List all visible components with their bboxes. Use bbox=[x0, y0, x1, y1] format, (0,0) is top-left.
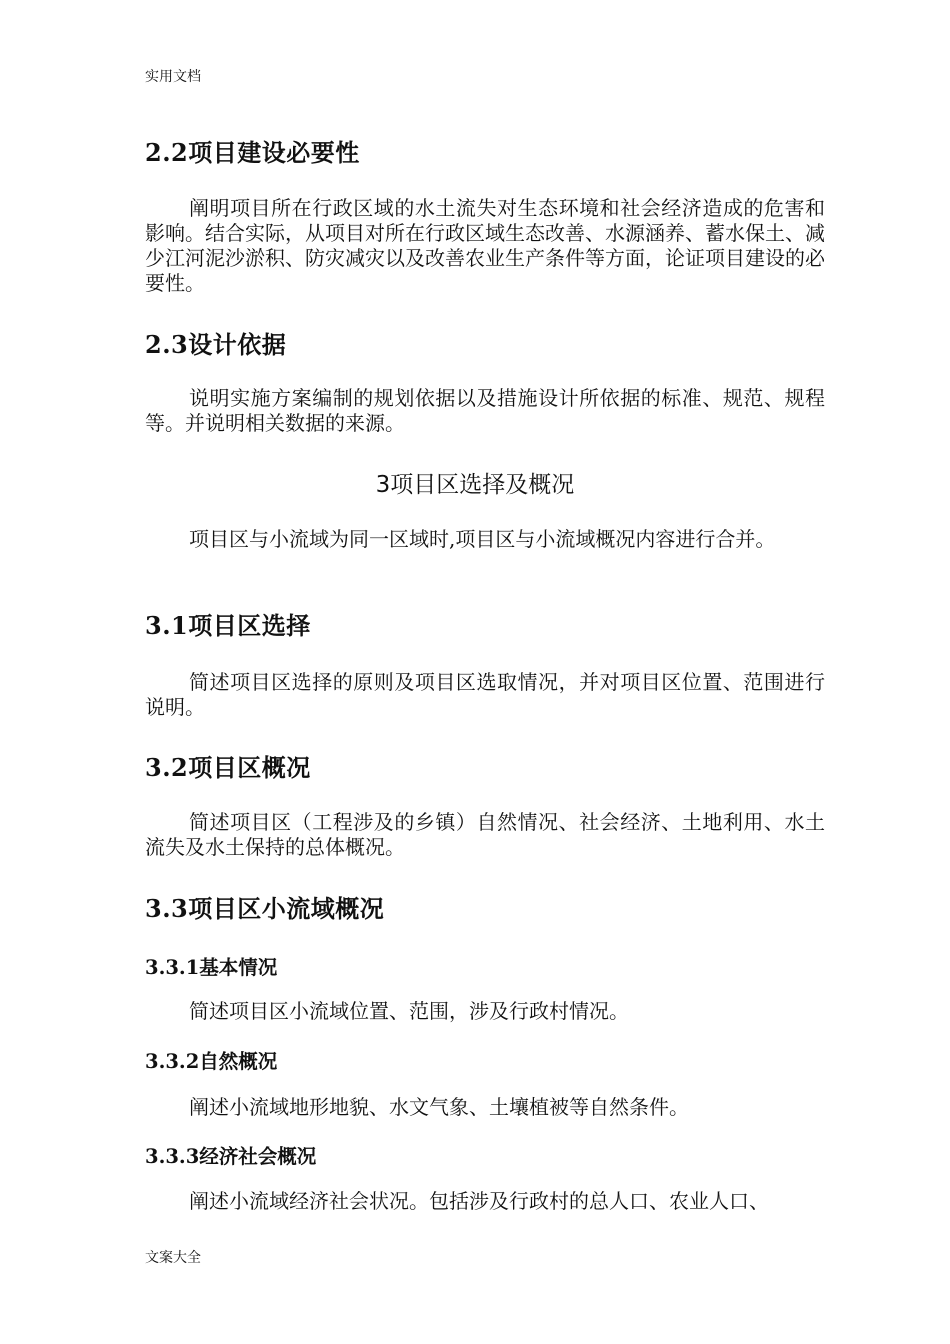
subsection-heading-3-3-1: 3.3.1基本情况 bbox=[145, 956, 278, 979]
subsection-body-3-3-2: 阐述小流域地形地貌、水文气象、土壤植被等自然条件。 bbox=[189, 1095, 689, 1119]
page-header-label: 实用文档 bbox=[145, 69, 201, 85]
page-footer-label: 文案大全 bbox=[145, 1250, 201, 1266]
subsection-body-3-3-1: 简述项目区小流域位置、范围，涉及行政村情况。 bbox=[189, 999, 629, 1023]
subsection-heading-3-3-2: 3.3.2自然概况 bbox=[145, 1050, 278, 1073]
chapter-body-3: 项目区与小流域为同一区域时,项目区与小流域概况内容进行合并。 bbox=[189, 527, 776, 551]
section-heading-2-3: 2.3设计依据 bbox=[145, 330, 287, 359]
subsection-heading-3-3-3: 3.3.3经济社会概况 bbox=[145, 1145, 317, 1168]
section-heading-3-2: 3.2项目区概况 bbox=[145, 753, 311, 782]
section-body-2-3: 说明实施方案编制的规划依据以及措施设计所依据的标准、规范、规程等。并说明相关数据的来源。 bbox=[145, 386, 825, 435]
section-body-3-2: 简述项目区（工程涉及的乡镇）自然情况、社会经济、土地利用、水土流失及水土保持的总体概况。 bbox=[145, 810, 825, 859]
section-body-3-1: 简述项目区选择的原则及项目区选取情况，并对项目区位置、范围进行说明。 bbox=[145, 670, 825, 719]
section-heading-3-3: 3.3项目区小流域概况 bbox=[145, 894, 385, 923]
section-heading-2-2: 2.2项目建设必要性 bbox=[145, 138, 360, 167]
section-body-2-2: 阐明项目所在行政区域的水土流失对生态环境和社会经济造成的危害和影响。结合实际，从项目对所在行政区域生态改善、水源涵养、蓄水保土、减少江河泥沙淤积、防灾减灾以及改善农业生产条件等方面，论证项目建设的必要性。 bbox=[145, 196, 825, 295]
section-heading-3-1: 3.1项目区选择 bbox=[145, 611, 311, 640]
chapter-heading-3: 3项目区选择及概况 bbox=[375, 472, 575, 498]
subsection-body-3-3-3: 阐述小流域经济社会状况。包括涉及行政村的总人口、农业人口、 bbox=[189, 1189, 769, 1213]
